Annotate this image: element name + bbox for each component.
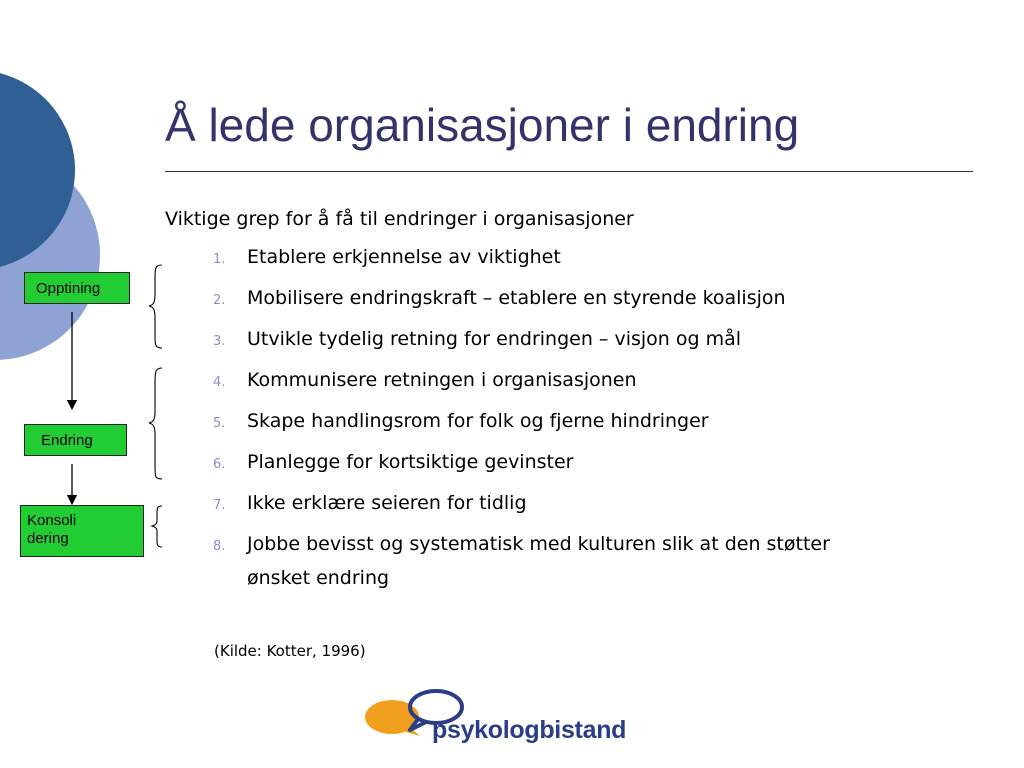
intro-text: Viktige grep for å få til endringer i organisasjoner [165, 208, 634, 230]
title-divider [165, 171, 973, 172]
list-number: 3. [213, 334, 226, 349]
list-number: 7. [213, 498, 226, 513]
list-item [213, 451, 573, 473]
list-text: Ikke erklære seieren for tidlig [247, 492, 527, 514]
list-item [213, 328, 741, 350]
list-item [213, 246, 561, 268]
list-item [213, 287, 786, 309]
list-item [213, 410, 709, 432]
list-number: 1. [213, 252, 226, 267]
brace-icon [149, 368, 162, 479]
list-text: Utvikle tydelig retning for endringen – visjon og mål [247, 328, 742, 350]
brace-icon [152, 506, 162, 547]
logo-text: psykologbistand [432, 716, 627, 744]
flow-box-label: Konsoli [27, 512, 77, 529]
slide-title: Å lede organisasjoner i endring [165, 99, 800, 151]
list-text-continued: ønsket endring [247, 567, 390, 589]
list-text: Etablere erkjennelse av viktighet [247, 246, 561, 268]
list-text: Planlegge for kortsiktige gevinster [247, 451, 574, 473]
list-number: 8. [213, 539, 226, 554]
list-item [213, 369, 637, 391]
list-text: Kommunisere retningen i organisasjonen [247, 369, 637, 391]
flow-box-endring [24, 424, 127, 456]
list-number: 2. [213, 293, 226, 308]
flow-box-label: dering [27, 530, 69, 547]
flow-box-opptining [24, 272, 130, 304]
list-item [213, 492, 527, 514]
list-number: 6. [213, 457, 226, 472]
list-text: Jobbe bevisst og systematisk med kulturen slik at den støtter [247, 533, 830, 555]
list-text: Mobilisere endringskraft – etablere en styrende koalisjon [247, 287, 786, 309]
flow-box-label: Endring [41, 432, 93, 449]
list-number: 5. [213, 416, 226, 431]
brace-icon [149, 265, 162, 348]
list-item [213, 533, 830, 589]
source-citation: (Kilde: Kotter, 1996) [214, 642, 366, 660]
flow-box-konsolidering [20, 505, 144, 557]
list-number: 4. [213, 375, 226, 390]
list-text: Skape handlingsrom for folk og fjerne hindringer [247, 410, 709, 432]
flow-box-label: Opptining [36, 280, 101, 297]
